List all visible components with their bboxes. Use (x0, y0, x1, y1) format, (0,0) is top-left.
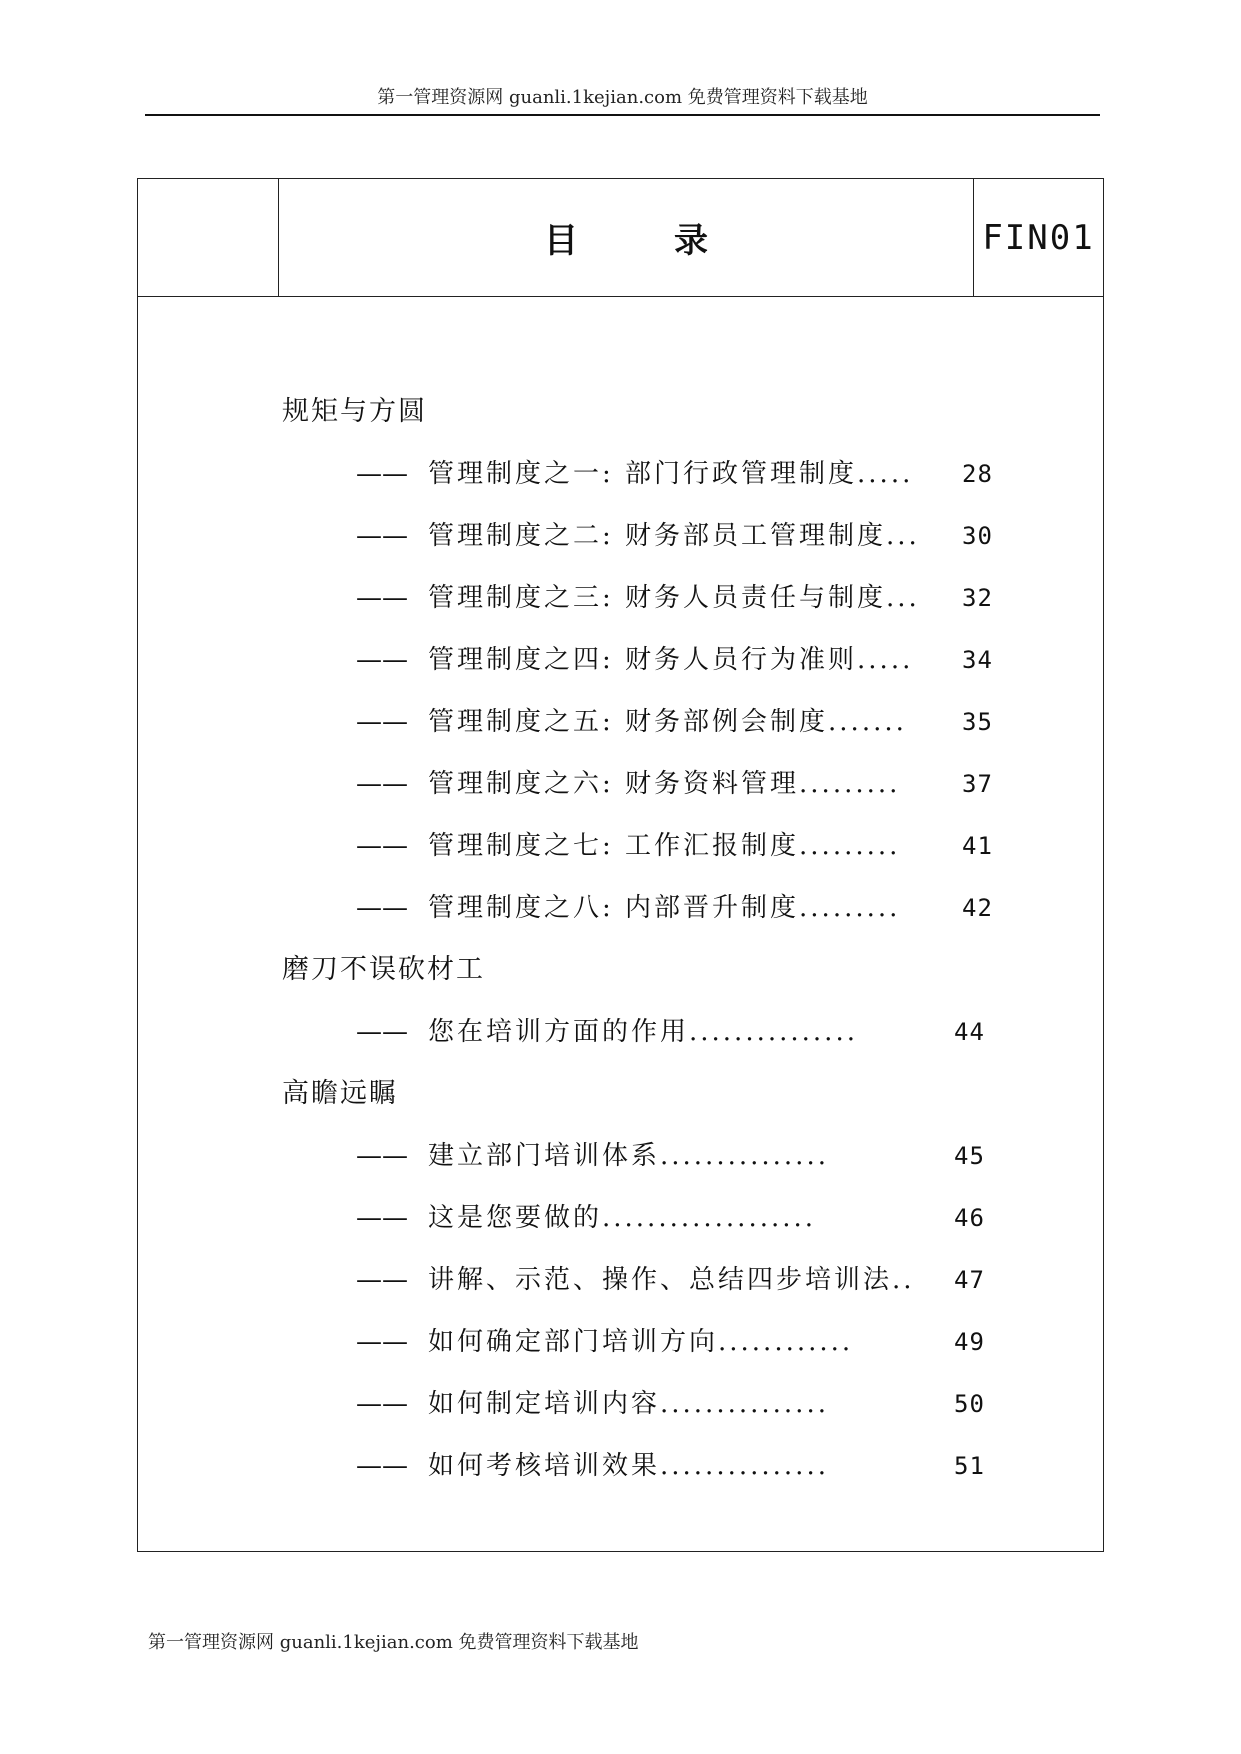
entry-page-number: 44 (954, 1018, 985, 1046)
toc-entry[interactable] (282, 1125, 1082, 1187)
entry-text: 如何确定部门培训方向............ (428, 1327, 854, 1357)
toc-entry[interactable] (282, 443, 1082, 505)
header-rule (145, 114, 1100, 116)
section-heading: 磨刀不误砍材工 (282, 954, 485, 985)
toc-entry[interactable] (282, 1187, 1082, 1249)
toc-entry[interactable] (282, 1435, 1082, 1497)
entry-text: 如何制定培训内容............... (428, 1389, 829, 1419)
page-footer: 第一管理资源网 guanli.1kejian.com 免费管理资料下载基地 (148, 1632, 639, 1653)
entry-page-number: 46 (954, 1204, 985, 1232)
entry-text: 管理制度之一: 部门行政管理制度..... (428, 459, 914, 489)
toc-content (282, 381, 1082, 1497)
entry-dash: —— (356, 1141, 408, 1171)
entry-page-number: 50 (954, 1390, 985, 1418)
entry-page-number: 41 (962, 832, 993, 860)
entry-dash: —— (356, 1017, 408, 1047)
entry-page-number: 42 (962, 894, 993, 922)
entry-dash: —— (356, 831, 408, 861)
document-code: FIN01 (982, 217, 1095, 258)
entry-dash: —— (356, 1451, 408, 1481)
toc-entry[interactable] (282, 567, 1082, 629)
entry-page-number: 51 (954, 1452, 985, 1480)
entry-text: 这是您要做的................... (428, 1203, 817, 1233)
toc-entry[interactable] (282, 1249, 1082, 1311)
title-row (138, 179, 1103, 297)
entry-dash: —— (356, 1389, 408, 1419)
entry-page-number: 32 (962, 584, 993, 612)
entry-dash: —— (356, 459, 408, 489)
toc-entry[interactable] (282, 1373, 1082, 1435)
entry-page-number: 49 (954, 1328, 985, 1356)
section-heading: 规矩与方圆 (282, 396, 427, 427)
entry-dash: —— (356, 707, 408, 737)
entry-text: 管理制度之二: 财务部员工管理制度... (428, 521, 920, 551)
entry-text: 管理制度之五: 财务部例会制度....... (428, 707, 907, 737)
entry-text: 如何考核培训效果............... (428, 1451, 829, 1481)
toc-title: 目录 (544, 221, 804, 261)
toc-entry[interactable] (282, 629, 1082, 691)
entry-dash: —— (356, 645, 408, 675)
toc-entry[interactable] (282, 877, 1082, 939)
entry-page-number: 34 (962, 646, 993, 674)
entry-text: 管理制度之七: 工作汇报制度......... (428, 831, 901, 861)
section-heading: 高瞻远瞩 (282, 1078, 398, 1109)
toc-entry[interactable] (282, 815, 1082, 877)
entry-text: 管理制度之三: 财务人员责任与制度... (428, 583, 920, 613)
entry-text: 建立部门培训体系............... (428, 1141, 829, 1171)
entry-page-number: 45 (954, 1142, 985, 1170)
entry-text: 管理制度之四: 财务人员行为准则..... (428, 645, 914, 675)
entry-page-number: 35 (962, 708, 993, 736)
entry-page-number: 28 (962, 460, 993, 488)
entry-page-number: 37 (962, 770, 993, 798)
entry-dash: —— (356, 1265, 408, 1295)
entry-dash: —— (356, 583, 408, 613)
toc-entry[interactable] (282, 753, 1082, 815)
entry-text: 讲解、示范、操作、总结四步培训法.. (428, 1265, 915, 1295)
toc-entry[interactable] (282, 505, 1082, 567)
title-code-cell (973, 179, 1103, 296)
toc-entry[interactable] (282, 1001, 1082, 1063)
toc-entry[interactable] (282, 1311, 1082, 1373)
entry-text: 您在培训方面的作用............... (428, 1017, 858, 1047)
entry-dash: —— (356, 769, 408, 799)
entry-dash: —— (356, 1327, 408, 1357)
entry-text: 管理制度之八: 内部晋升制度......... (428, 893, 901, 923)
entry-dash: —— (356, 893, 408, 923)
entry-page-number: 47 (954, 1266, 985, 1294)
toc-entry[interactable] (282, 691, 1082, 753)
title-center-cell (279, 179, 973, 296)
entry-text: 管理制度之六: 财务资料管理......... (428, 769, 901, 799)
page-header: 第一管理资源网 guanli.1kejian.com 免费管理资料下载基地 (377, 87, 868, 108)
toc-document-box (137, 178, 1104, 1552)
entry-page-number: 30 (962, 522, 993, 550)
entry-dash: —— (356, 1203, 408, 1233)
title-left-cell (138, 179, 279, 296)
entry-dash: —— (356, 521, 408, 551)
